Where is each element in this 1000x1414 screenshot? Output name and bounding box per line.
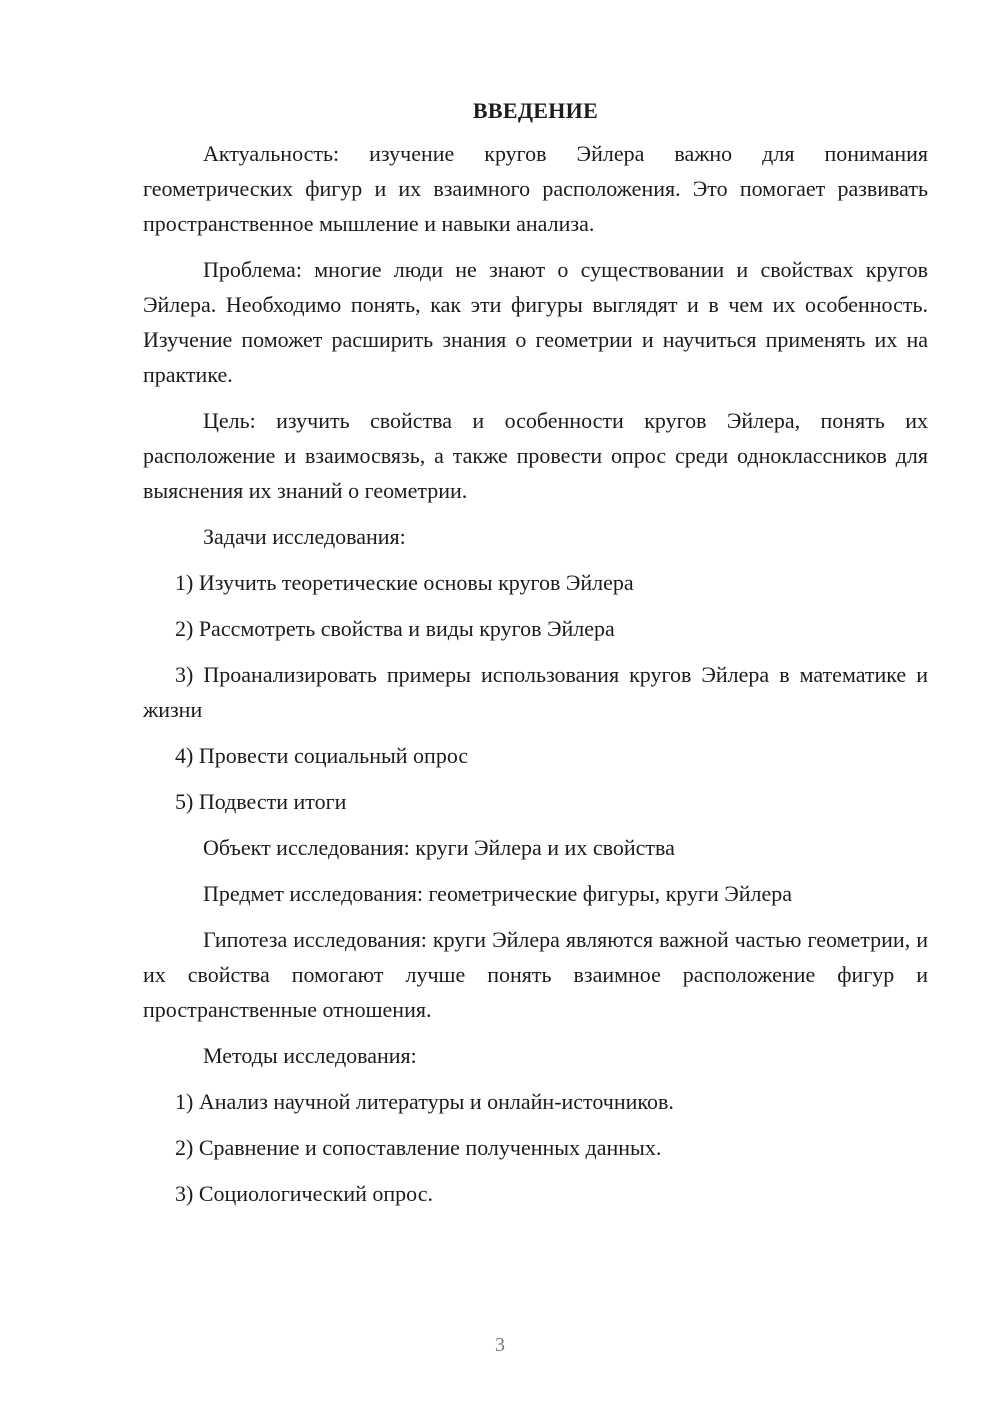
- task-item: 4) Провести социальный опрос: [175, 743, 469, 768]
- method-item: 1) Анализ научной литературы и онлайн-источников.: [175, 1089, 674, 1114]
- method-item: 3) Социологический опрос.: [175, 1181, 433, 1206]
- hypothesis-paragraph: Гипотеза исследования: круги Эйлера являются важной частью геометрии, и их свойства помогают лучше понять взаимное расположение фигур и пространственные отношения.: [143, 927, 928, 1022]
- method-item: 2) Сравнение и сопоставление полученных данных.: [175, 1135, 662, 1160]
- section-title: ВВЕДЕНИЕ: [472, 98, 599, 123]
- problem-paragraph: Проблема: многие люди не знают о существовании и свойствах кругов Эйлера. Необходимо понять, как эти фигуры выглядят и в чем их особенность. Изучение поможет расширить знания о геометрии и научиться применять их на практике.: [143, 257, 928, 387]
- task-item: 1) Изучить теоретические основы кругов Эйлера: [175, 570, 634, 595]
- task-item: 2) Рассмотреть свойства и виды кругов Эйлера: [175, 616, 615, 641]
- relevance-paragraph: Актуальность: изучение кругов Эйлера важно для понимания геометрических фигур и их взаимного расположения. Это помогает развивать пространственное мышление и навыки анализа.: [143, 141, 928, 236]
- methods-heading: Методы исследования:: [203, 1043, 417, 1068]
- subject-paragraph: Предмет исследования: геометрические фигуры, круги Эйлера: [203, 881, 793, 906]
- goal-paragraph: Цель: изучить свойства и особенности кругов Эйлера, понять их расположение и взаимосвязь, а также провести опрос среди одноклассников для выяснения их знаний о геометрии.: [143, 408, 928, 503]
- tasks-heading: Задачи исследования:: [203, 524, 406, 549]
- page-content: [143, 98, 928, 1222]
- task-item: 3) Проанализировать примеры использования кругов Эйлера в математике и жизни: [143, 662, 928, 722]
- object-paragraph: Объект исследования: круги Эйлера и их свойства: [203, 835, 675, 860]
- task-item: 5) Подвести итоги: [175, 789, 347, 814]
- page-number: 3: [495, 1334, 505, 1356]
